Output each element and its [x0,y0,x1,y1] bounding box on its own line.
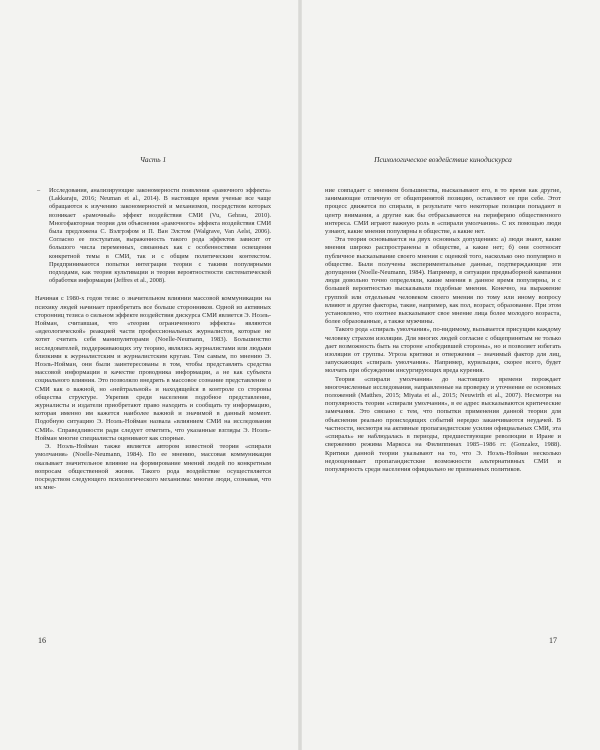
right-body-text [325,187,561,474]
running-header-right: Психологическое воздействие кинодискурса [374,155,512,164]
page-number-left: 16 [38,636,46,645]
body-paragraph: Теория «спирали умолчания» до настоящего времени порождает многочисленные исследования, направленные на проверку и уточнение ее основных положений (Matthes, 2015; Miyata et al., 2015; Neuwirth et al., 2007). Несмотря на популярность теории «спирали умолчания», в ее адрес высказываются критические замечания. Это связано с тем, что попытки применения данной теории для объяснения реально происходящих событий нередко заканчиваются неудачей. В частности, несмотря на активные пропагандистские усилия официальных СМИ, эта «спираль» не наблюдалась в периоды, предшествующие революции в Иране и свержению режима Маркоса на Филиппинах 1985–1986 гг. (Gonzalez, 1988). Критики данной теории указывают на то, что Э. Ноэль-Нойман несколько недооценивает пропагандистские возможности альтернативных СМИ и популярность среди населения официально не признанных политиков. [325,375,561,473]
list-item-text: Исследования, анализирующие закономерности появления «рамочного эффекта» (Lakkaraju, 2016; Neuman et al., 2014). В настоящее время ученые все чаще обращаются к изучению закономерностей и механизмов, посредством которых возникает «рамочный» эффект воздействия СМИ (Vu, Gehrau, 2010). Многофакторная теория для объяснения «рамочного» эффекта воздействия СМИ была предложена С. Вэлгрэфом и П. Ван Элстом (Walgrave, Van Aelst, 2006). Согласно ее постулатам, выраженность такого рода эффектов зависит от большого числа переменных, связанных как с особенностями освещения конкретной темы в СМИ, так и с общим политическим контекстом. Предпринимаются попытки интеграции теории с такими популярными подходами, как теория культивации и теория вероятностности систематической обработки информации (Jeffres et al., 2008). [49,187,271,285]
left-page [35,155,271,492]
body-paragraph: ние совпадает с мнением большинства, высказывают его, в то время как другие, занимающие отличную от общепринятой позицию, оставляют ее при себе. Этот процесс движется по спирали, в результате чего некоторые позиции попадают в центр внимания, а другие как бы отбрасываются на периферию общественного интереса. СМИ играют важную роль в «спирали умолчания». С их помощью люди узнают, какие мнения популярны в обществе, а какие нет. [325,187,561,236]
body-paragraph: Э. Ноэль-Нойман также является автором известной теории «спирали умолчания» (Noelle-Neumann, 1984). По ее мнению, массовая коммуникация оказывает значительное влияние на формирование мнений людей по конкретным вопросам общественной жизни. Такого рода воздействие осуществляется посредством следующего психологического механизма: многие люди, сознавая, что их мне- [35,443,271,492]
indented-list-item [35,187,271,285]
book-gutter [298,0,302,750]
body-paragraph: Эта теория основывается на двух основных допущениях: а) люди знают, какие мнения широко распространены в обществе, а какие нет; б) они соотносят публичное высказывание своего мнения с оценкой того, насколько оно популярно в обществе. Были получены экспериментальные данные, подтверждающие эти допущения (Noelle-Neumann, 1984). Например, в ситуации предвыборной кампании люди довольно точно определяли, какие мнения в данное время популярны, и с большей вероятностью высказывали подобные мнения. Конечно, на выражение группой или отдельным человеком своего мнения по тому или иному вопросу влияют и другие факторы, такие, например, как пол, возраст, образование. При этом установлено, что охотнее высказывают свое мнение лица более молодого возраста, более образованные, а также мужчины. [325,236,561,326]
body-paragraph: Такого рода «спираль умолчания», по-видимому, вызывается присущим каждому человеку страхом изоляции. Для многих людей согласие с общепринятым не только дает возможность быть на стороне «победившей стороны», но и позволяет избегать изоляции от группы. Угроза критики и отвержения – значимый фактор для лиц, запускающих «спираль умолчания». Например, курильщик, скорее всего, будет молчать при обсуждении инсургирующих вреда курения. [325,326,561,375]
right-page [325,155,561,474]
left-body-text [35,295,271,492]
list-dash: – [37,187,41,194]
body-paragraph: Начиная с 1980-х годов тезис о значительном влиянии массовой коммуникации на психику людей начинает приобретать все больше сторонников. Одной из активных сторонниц тезиса о сильном эффекте воздействия дискурса СМИ является Э. Ноэль-Нойман, считавшая, что «теории ограниченного эффекта» являются «идеологической» реакцией части профессиональных журналистов, которые не хотят считать себя манипуляторами (Noelle-Neumann, 1983). Большинство исследователей, поддерживающих эту теорию, являлись журналистами или людьми близкими к журналистским и журналистским кругам. Тем самым, по мнению Э. Ноэль-Нойман, они были заинтересованы в том, чтобы представлять средства массовой информации в качестве проводника информации, а не как субъекта социального влияния. Это позволяло внедрять в массовое сознание представление о СМИ как о важной, но «нейтральной» и находящейся в контроле со стороны общества структуре. Укрепив среди населения подобное представление, журналисты и издатели приобретают право находить и сообщать ту информацию, которая именно им кажется наиболее важной и значимой в данный момент. Подобную ситуацию Э. Ноэль-Нойман назвала «влиянием СМИ на исследования СМИ». Справедливости ради следует отметить, что указанные взгляды Э. Ноэль-Нойман многие специалисты оценивают как спорные. [35,295,271,442]
page-number-right: 17 [549,636,557,645]
running-header-left: Часть 1 [139,155,167,164]
